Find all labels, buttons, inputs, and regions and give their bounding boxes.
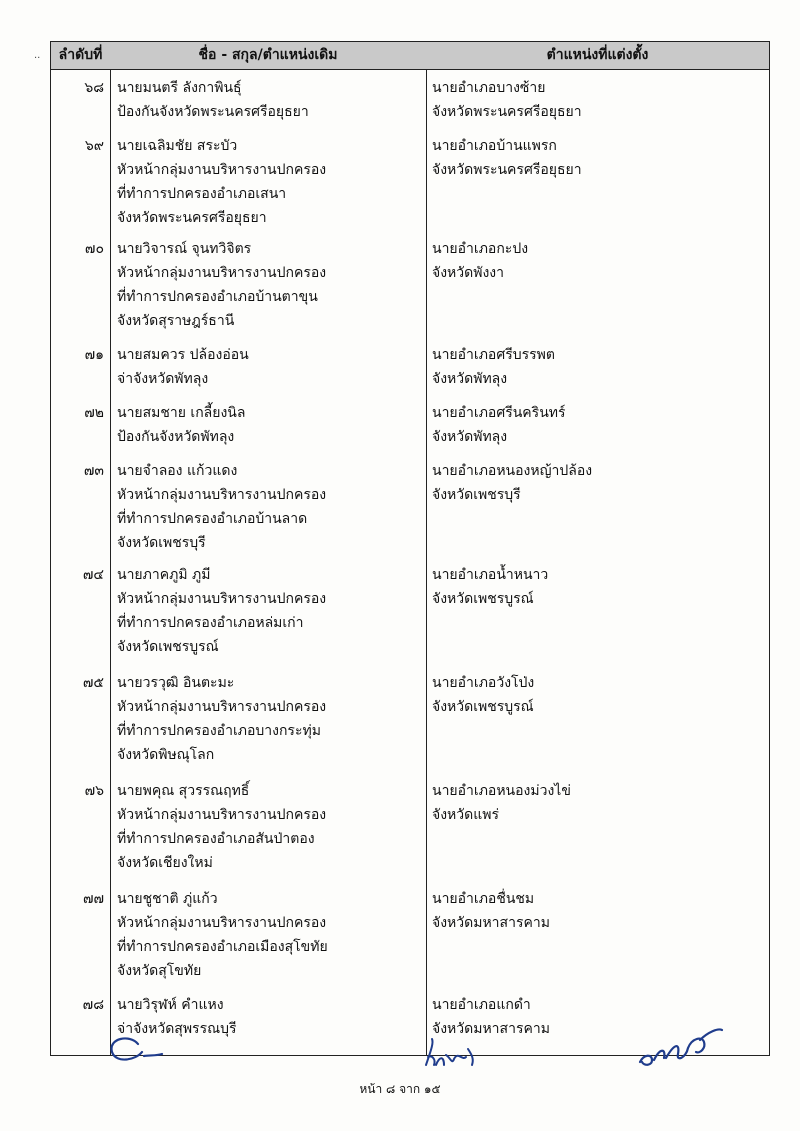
new-position-province: จังหวัดพระนครศรีอยุธยา (432, 104, 582, 120)
new-position-province: จังหวัดเพชรบูรณ์ (432, 591, 534, 607)
row-number: ๗๐ (84, 241, 104, 257)
old-position-line: ที่ทำการปกครองอำเภอบ้านลาด (117, 511, 308, 527)
name-old-position (117, 671, 422, 767)
new-position-title: นายอำเภอแกดำ (432, 997, 531, 1013)
person-name: นายวรวุฒิ อินตะมะ (117, 675, 235, 691)
name-old-position (117, 563, 422, 659)
name-old-position (117, 459, 422, 555)
row-number: ๗๑ (84, 347, 104, 363)
person-name: นายเฉลิมชัย สระบัว (117, 138, 238, 154)
new-position-province: จังหวัดเพชรบูรณ์ (432, 699, 534, 715)
new-position-title: นายอำเภอหนองหญ้าปล้อง (432, 463, 593, 479)
appointment-table (50, 41, 770, 1056)
new-position (432, 671, 762, 719)
name-old-position (117, 779, 422, 875)
new-position-province: จังหวัดพัทลุง (432, 371, 508, 387)
row-number: ๗๕ (82, 675, 104, 691)
page-mark: .. (34, 50, 41, 61)
old-position-line: ที่ทำการปกครองอำเภอหล่มเก่า (117, 615, 304, 631)
new-position-province: จังหวัดมหาสารคาม (432, 915, 550, 931)
name-old-position (117, 237, 422, 333)
old-position-line: จังหวัดเพชรบุรี (117, 535, 206, 551)
new-position-province: จังหวัดแพร่ (432, 807, 499, 823)
name-old-position (117, 343, 422, 391)
new-position (432, 779, 762, 827)
new-position-title: นายอำเภอบ้านแพรก (432, 138, 557, 154)
new-position (432, 401, 762, 449)
person-name: นายชูชาติ ภู่แก้ว (117, 891, 218, 907)
new-position-title: นายอำเภอศรีบรรพต (432, 347, 555, 363)
person-name: นายสมควร ปล้องอ่อน (117, 347, 249, 363)
old-position-line: หัวหน้ากลุ่มงานบริหารงานปกครอง (117, 699, 327, 715)
signature-middle (418, 1035, 488, 1080)
new-position-title: นายอำเภอศรีนครินทร์ (432, 405, 566, 421)
old-position-line: จังหวัดเชียงใหม่ (117, 855, 213, 871)
person-name: นายพคุณ สุวรรณฤทธิ์ (117, 783, 250, 799)
new-position-title: นายอำเภอกะปง (432, 241, 529, 257)
column-divider (110, 41, 111, 1055)
new-position-title: นายอำเภอบางซ้าย (432, 80, 546, 96)
old-position-line: หัวหน้ากลุ่มงานบริหารงานปกครอง (117, 591, 327, 607)
row-number: ๗๗ (82, 891, 104, 907)
old-position-line: ที่ทำการปกครองอำเภอเสนา (117, 186, 287, 202)
person-name: นายมนตรี ลังกาพินธุ์ (117, 80, 242, 96)
person-name: นายวิจารณ์ จุนทวิจิตร (117, 241, 252, 257)
old-position-line: ที่ทำการปกครองอำเภอสันป่าตอง (117, 831, 315, 847)
person-name: นายสมชาย เกลี้ยงนิล (117, 405, 246, 421)
row-number: ๗๘ (82, 997, 104, 1013)
row-number: ๗๓ (83, 463, 104, 479)
row-number: ๗๖ (84, 783, 104, 799)
old-position-line: หัวหน้ากลุ่มงานบริหารงานปกครอง (117, 162, 327, 178)
new-position-province: จังหวัดมหาสารคาม (432, 1021, 550, 1037)
old-position-line: ที่ทำการปกครองอำเภอเมืองสุโขทัย (117, 939, 328, 955)
new-position (432, 237, 762, 285)
old-position-line: ที่ทำการปกครองอำเภอบ้านตาขุน (117, 289, 318, 305)
new-position (432, 343, 762, 391)
new-position (432, 134, 762, 182)
old-position-line: หัวหน้ากลุ่มงานบริหารงานปกครอง (117, 265, 327, 281)
new-position-province: จังหวัดพระนครศรีอยุธยา (432, 162, 582, 178)
name-old-position (117, 887, 422, 983)
row-number: ๖๙ (84, 138, 104, 154)
row-number: ๖๘ (84, 80, 104, 96)
header-name-old-position: ชื่อ - สกุล/ตำแหน่งเดิม (198, 47, 338, 63)
old-position-line: ป้องกันจังหวัดพระนครศรีอยุธยา (117, 104, 309, 120)
new-position (432, 76, 762, 124)
new-position-province: จังหวัดพังงา (432, 265, 504, 281)
old-position-line: จังหวัดสุโขทัย (117, 963, 202, 979)
header-new-position: ตำแหน่งที่แต่งตั้ง (546, 47, 649, 63)
old-position-line: จ่าจังหวัดสุพรรณบุรี (117, 1021, 237, 1037)
new-position (432, 887, 762, 935)
old-position-line: จังหวัดพระนครศรีอยุธยา (117, 210, 267, 226)
new-position (432, 563, 762, 611)
person-name: นายวิรุฬห์ คำแหง (117, 997, 224, 1013)
page-number: หน้า ๘ จาก ๑๕ (359, 1082, 441, 1096)
row-number: ๗๒ (84, 405, 104, 421)
header-no: ลำดับที่ (58, 47, 103, 63)
name-old-position (117, 401, 422, 449)
new-position-province: จังหวัดพัทลุง (432, 429, 508, 445)
old-position-line: จังหวัดพิษณุโลก (117, 747, 215, 763)
signature-right (630, 1018, 730, 1078)
signature-left (100, 1030, 170, 1075)
old-position-line: จังหวัดสุราษฎร์ธานี (117, 313, 235, 329)
new-position-province: จังหวัดเพชรบุรี (432, 487, 521, 503)
old-position-line: จังหวัดเพชรบูรณ์ (117, 639, 219, 655)
new-position (432, 459, 762, 507)
new-position-title: นายอำเภอชื่นชม (432, 891, 535, 907)
name-old-position (117, 76, 422, 124)
new-position-title: นายอำเภอน้ำหนาว (432, 567, 549, 583)
old-position-line: จ่าจังหวัดพัทลุง (117, 371, 209, 387)
old-position-line: ป้องกันจังหวัดพัทลุง (117, 429, 235, 445)
table-header (51, 41, 769, 70)
old-position-line: ที่ทำการปกครองอำเภอบางกระทุ่ม (117, 723, 321, 739)
old-position-line: หัวหน้ากลุ่มงานบริหารงานปกครอง (117, 915, 327, 931)
old-position-line: หัวหน้ากลุ่มงานบริหารงานปกครอง (117, 807, 327, 823)
new-position-title: นายอำเภอวังโป่ง (432, 675, 535, 691)
new-position-title: นายอำเภอหนองม่วงไข่ (432, 783, 571, 799)
old-position-line: หัวหน้ากลุ่มงานบริหารงานปกครอง (117, 487, 327, 503)
column-divider (426, 41, 427, 1055)
person-name: นายภาคภูมิ ภูมี (117, 567, 211, 583)
person-name: นายจำลอง แก้วแดง (117, 463, 238, 479)
row-number: ๗๔ (82, 567, 104, 583)
name-old-position (117, 134, 422, 230)
